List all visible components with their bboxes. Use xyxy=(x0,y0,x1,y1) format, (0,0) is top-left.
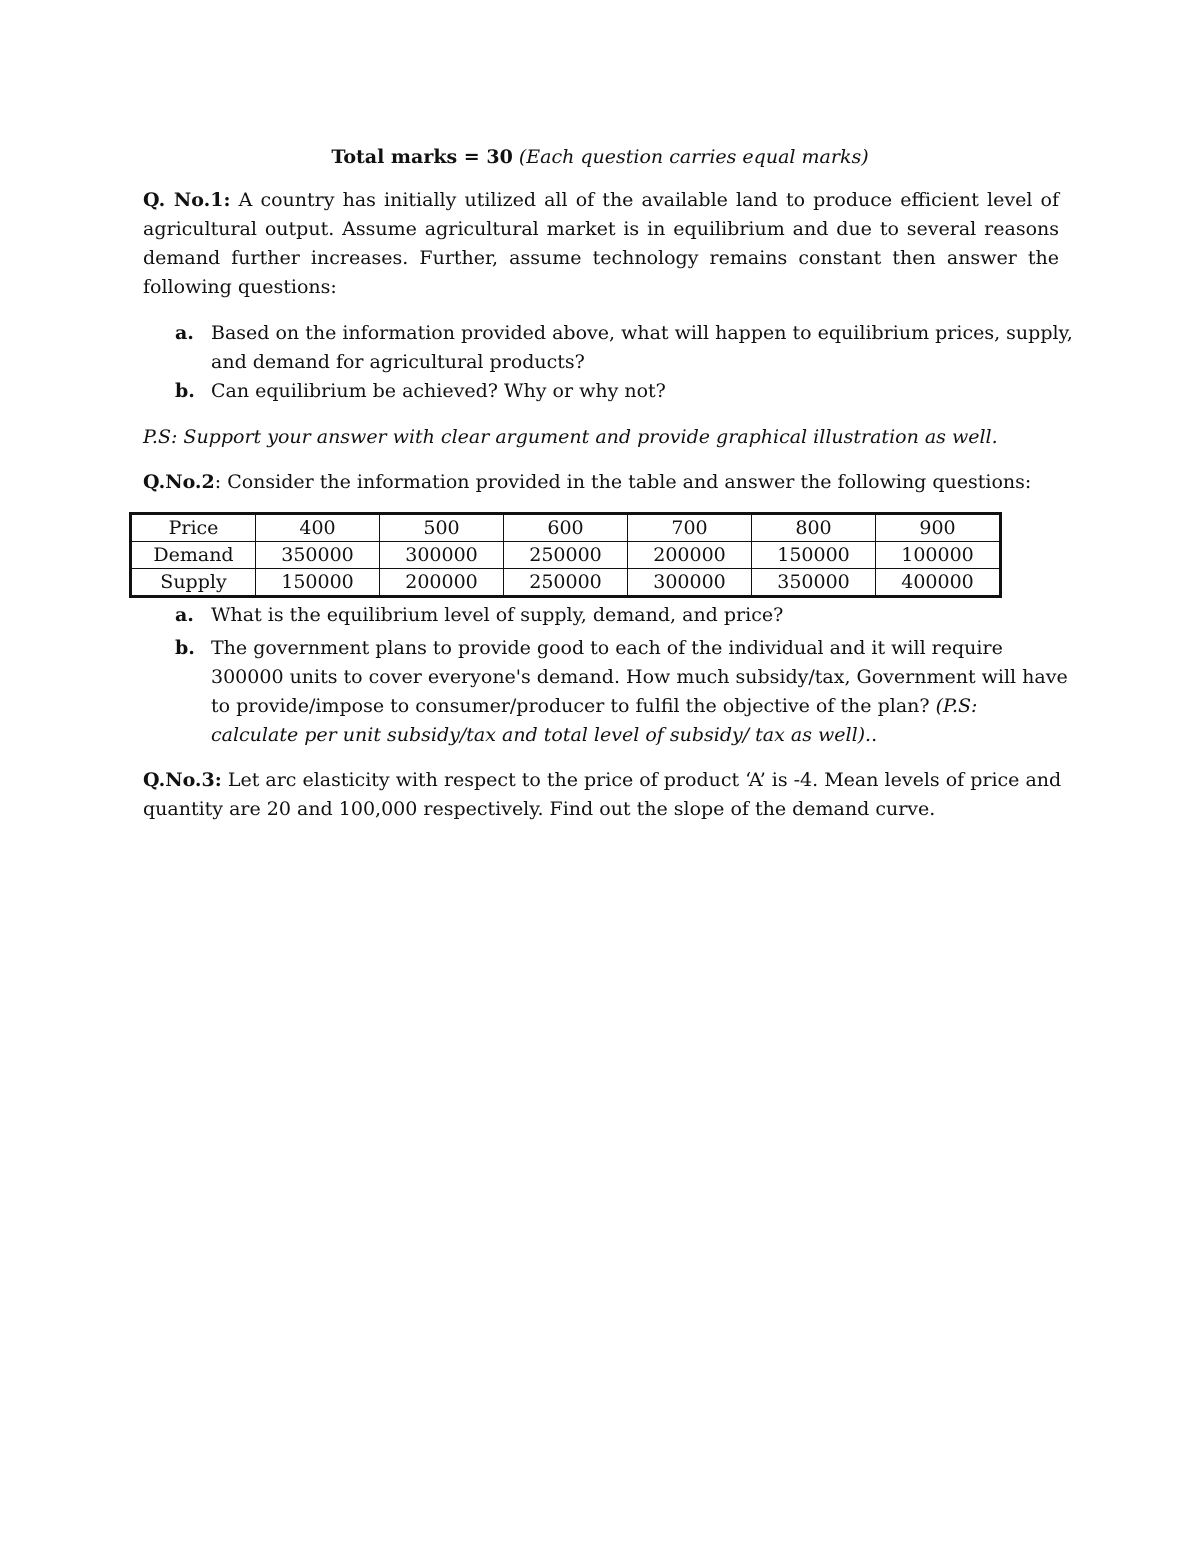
q2-line-1: Q.No.2: Consider the information provided in the table and answer the following questions: xyxy=(143,471,1032,493)
q2-b-line-3: to provide/impose to consumer/producer to fulfil the objective of the plan? (P.S: xyxy=(211,695,978,717)
table-cell: 600 xyxy=(504,514,628,542)
q2-b-line-1: The government plans to provide good to each of the individual and it will require xyxy=(211,637,1003,659)
table-cell: 200000 xyxy=(380,569,504,597)
page-heading xyxy=(0,146,1200,168)
q1-line-1: Q. No.1: A country has initially utilized all of the available land to produce efficient level of xyxy=(143,189,1059,211)
table-cell: 500 xyxy=(380,514,504,542)
table-cell: 250000 xyxy=(504,542,628,569)
marks-note: (Each question carries equal marks) xyxy=(518,146,869,168)
q1-a-line-2: and demand for agricultural products? xyxy=(211,351,585,373)
q3-label: Q.No.3: xyxy=(143,769,222,791)
table-row xyxy=(131,569,1001,597)
q1-line-4: following questions: xyxy=(143,276,337,298)
table-cell: 200000 xyxy=(628,542,752,569)
table-cell: 300000 xyxy=(380,542,504,569)
table-cell: 350000 xyxy=(752,569,876,597)
table-cell: Supply xyxy=(131,569,256,597)
q1-line-2: agricultural output. Assume agricultural market is in equilibrium and due to several reasons xyxy=(143,218,1059,240)
table-cell: Demand xyxy=(131,542,256,569)
table-row xyxy=(131,514,1001,542)
table-cell: 400 xyxy=(256,514,380,542)
q1-line-3: demand further increases. Further, assume technology remains constant then answer the xyxy=(143,247,1059,269)
table-cell: 900 xyxy=(876,514,1001,542)
q2-b-label: b. xyxy=(175,637,195,659)
table-cell: 250000 xyxy=(504,569,628,597)
table-cell: 100000 xyxy=(876,542,1001,569)
q1-label: Q. No.1: xyxy=(143,189,231,211)
q2-b-line-4: calculate per unit subsidy/tax and total level of subsidy/ tax as well).. xyxy=(211,724,878,746)
q1-b-line-1: Can equilibrium be achieved? Why or why not? xyxy=(211,380,666,402)
table-cell: 300000 xyxy=(628,569,752,597)
q1-b-label: b. xyxy=(175,380,195,402)
q2-b-line-2: 300000 units to cover everyone's demand. How much subsidy/tax, Government will have xyxy=(211,666,1068,688)
q2-label: Q.No.2 xyxy=(143,471,215,493)
q2-a-line-1: What is the equilibrium level of supply, demand, and price? xyxy=(211,604,784,626)
table-cell: 700 xyxy=(628,514,752,542)
table-cell: 800 xyxy=(752,514,876,542)
q1-a-label: a. xyxy=(175,322,194,344)
price-demand-supply-table xyxy=(129,512,1002,598)
q3-line-2: quantity are 20 and 100,000 respectively. Find out the slope of the demand curve. xyxy=(143,798,936,820)
table-cell: 150000 xyxy=(752,542,876,569)
q2-a-label: a. xyxy=(175,604,194,626)
table-cell: Price xyxy=(131,514,256,542)
table-cell: 400000 xyxy=(876,569,1001,597)
q1-a-line-1: Based on the information provided above, what will happen to equilibrium prices, supply, xyxy=(211,322,1073,344)
table-cell: 350000 xyxy=(256,542,380,569)
q3-line-1: Q.No.3: Let arc elasticity with respect to the price of product ‘A’ is -4. Mean levels of price and xyxy=(143,769,1062,791)
q1-ps-note: P.S: Support your answer with clear argument and provide graphical illustration as well. xyxy=(143,426,998,448)
table-cell: 150000 xyxy=(256,569,380,597)
total-marks: Total marks = 30 xyxy=(331,146,513,168)
table-row xyxy=(131,542,1001,569)
